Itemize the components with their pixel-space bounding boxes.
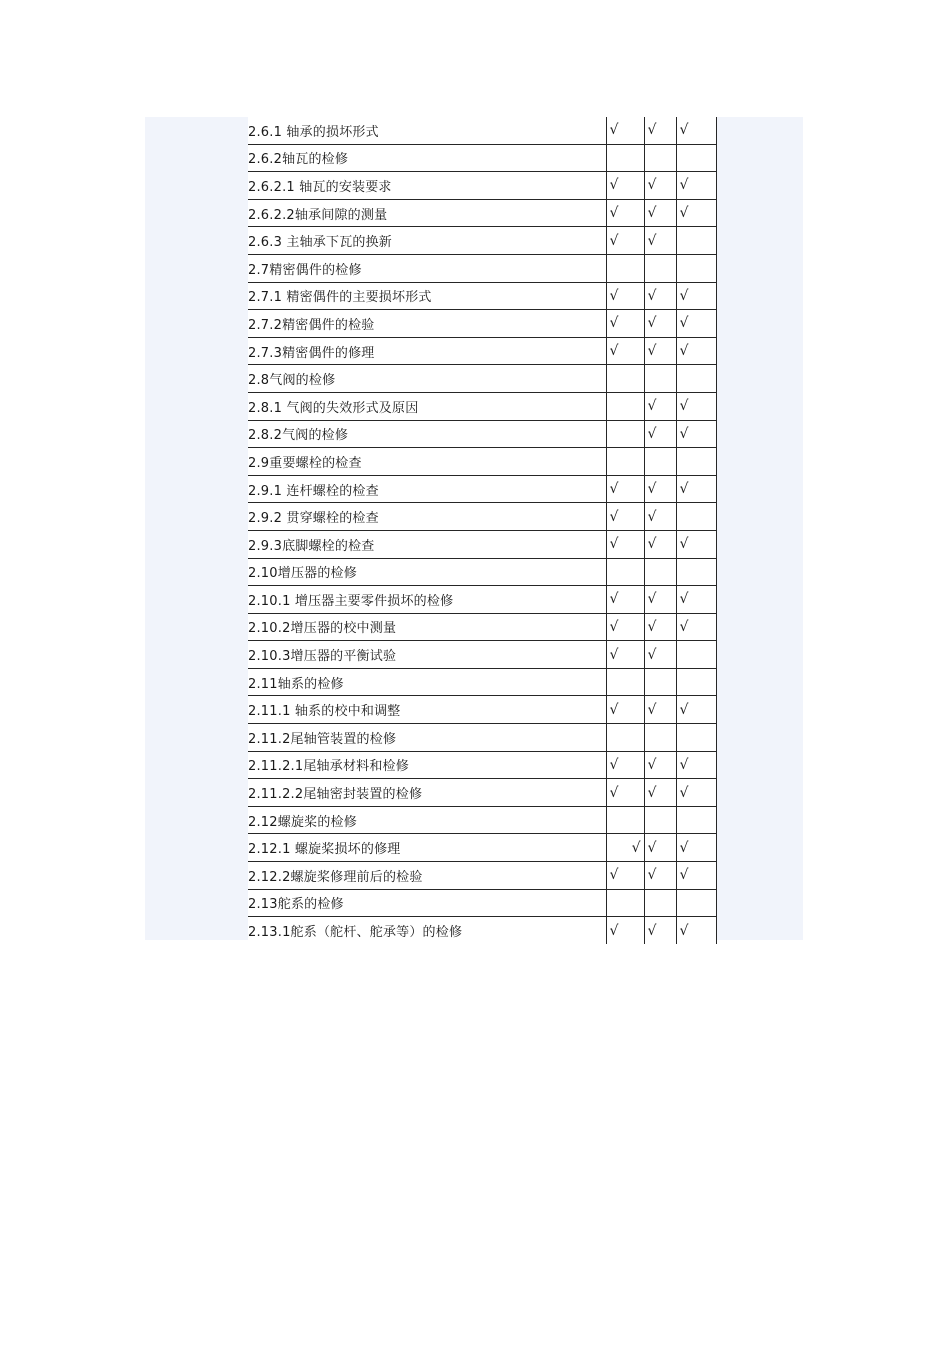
table-row xyxy=(248,668,716,696)
topic-cell: 2.13.1舵系（舵杆、舵承等）的检修 xyxy=(248,917,606,944)
check-mark-cell-m1: √ xyxy=(606,172,644,200)
check-mark-cell-m1: √ xyxy=(606,117,644,144)
check-mark-cell-m1 xyxy=(606,365,644,393)
check-mark-cell-m3: √ xyxy=(676,310,716,338)
check-mark-cell-m1: √ xyxy=(606,530,644,558)
check-mark-cell-m3: √ xyxy=(676,282,716,310)
check-mark-cell-m1: √ xyxy=(606,310,644,338)
topic-cell: 2.6.3 主轴承下瓦的换新 xyxy=(248,227,606,255)
check-mark-cell-m3: √ xyxy=(676,172,716,200)
check-mark-cell-m2: √ xyxy=(644,117,676,144)
topic-cell: 2.11.2尾轴管装置的检修 xyxy=(248,724,606,752)
check-mark-cell-m2: √ xyxy=(644,392,676,420)
table-row xyxy=(248,227,716,255)
check-mark-cell-m2: √ xyxy=(644,779,676,807)
table-row xyxy=(248,613,716,641)
check-mark-cell-m1 xyxy=(606,724,644,752)
check-mark-cell-m3 xyxy=(676,144,716,172)
topic-cell: 2.10增压器的检修 xyxy=(248,558,606,586)
topic-cell: 2.6.2.1 轴瓦的安装要求 xyxy=(248,172,606,200)
check-mark-cell-m2 xyxy=(644,448,676,476)
table-row xyxy=(248,889,716,917)
check-mark-cell-m2 xyxy=(644,668,676,696)
topic-cell: 2.8.1 气阀的失效形式及原因 xyxy=(248,392,606,420)
check-mark-cell-m3 xyxy=(676,724,716,752)
check-mark-cell-m1 xyxy=(606,558,644,586)
check-mark-cell-m1 xyxy=(606,889,644,917)
table-row xyxy=(248,392,716,420)
table-row xyxy=(248,724,716,752)
topic-cell: 2.11轴系的检修 xyxy=(248,668,606,696)
table-row xyxy=(248,862,716,890)
check-mark-cell-m1 xyxy=(606,668,644,696)
table-row xyxy=(248,503,716,531)
topic-cell: 2.9.2 贯穿螺栓的检查 xyxy=(248,503,606,531)
check-mark-cell-m2 xyxy=(644,724,676,752)
table-row xyxy=(248,475,716,503)
check-mark-cell-m3 xyxy=(676,558,716,586)
check-mark-cell-m2: √ xyxy=(644,310,676,338)
topic-cell: 2.12.2螺旋桨修理前后的检验 xyxy=(248,862,606,890)
check-mark-cell-m1: √ xyxy=(606,199,644,227)
check-mark-cell-m1: √ xyxy=(606,696,644,724)
check-mark-cell-m1: √ xyxy=(606,282,644,310)
check-mark-cell-m1 xyxy=(606,392,644,420)
check-mark-cell-m2: √ xyxy=(644,862,676,890)
topic-cell: 2.6.2.2轴承间隙的测量 xyxy=(248,199,606,227)
topic-cell: 2.11.1 轴系的校中和调整 xyxy=(248,696,606,724)
check-mark-cell-m1: √ xyxy=(606,613,644,641)
check-mark-cell-m1 xyxy=(606,806,644,834)
check-mark-cell-m3 xyxy=(676,448,716,476)
check-mark-cell-m1: √ xyxy=(606,227,644,255)
topic-cell: 2.10.2增压器的校中测量 xyxy=(248,613,606,641)
maintenance-topic-table xyxy=(248,117,717,944)
table-row xyxy=(248,365,716,393)
table-row xyxy=(248,282,716,310)
table-row xyxy=(248,834,716,862)
check-mark-cell-m1: √ xyxy=(606,641,644,669)
check-mark-cell-m2: √ xyxy=(644,696,676,724)
table-row xyxy=(248,779,716,807)
check-mark-cell-m3 xyxy=(676,806,716,834)
check-mark-cell-m2: √ xyxy=(644,503,676,531)
check-mark-cell-m3: √ xyxy=(676,199,716,227)
check-mark-cell-m2: √ xyxy=(644,586,676,614)
table-row xyxy=(248,117,716,144)
check-mark-cell-m2: √ xyxy=(644,641,676,669)
check-mark-cell-m2: √ xyxy=(644,420,676,448)
topic-cell: 2.7.1 精密偶件的主要损坏形式 xyxy=(248,282,606,310)
check-mark-cell-m2 xyxy=(644,558,676,586)
check-mark-cell-m2: √ xyxy=(644,199,676,227)
check-mark-cell-m3: √ xyxy=(676,475,716,503)
check-mark-cell-m2 xyxy=(644,889,676,917)
check-mark-cell-m1 xyxy=(606,254,644,282)
check-mark-cell-m2 xyxy=(644,144,676,172)
topic-cell: 2.13舵系的检修 xyxy=(248,889,606,917)
topic-cell: 2.8气阀的检修 xyxy=(248,365,606,393)
check-mark-cell-m3: √ xyxy=(676,586,716,614)
check-mark-cell-m2: √ xyxy=(644,227,676,255)
table-row xyxy=(248,586,716,614)
table-row xyxy=(248,751,716,779)
check-mark-cell-m1: √ xyxy=(606,862,644,890)
table-row xyxy=(248,254,716,282)
check-mark-cell-m2: √ xyxy=(644,751,676,779)
check-mark-cell-m3 xyxy=(676,503,716,531)
check-mark-cell-m2 xyxy=(644,254,676,282)
table-row xyxy=(248,806,716,834)
table-row xyxy=(248,530,716,558)
check-mark-cell-m2: √ xyxy=(644,172,676,200)
check-mark-cell-m1: √ xyxy=(606,337,644,365)
topic-cell: 2.8.2气阀的检修 xyxy=(248,420,606,448)
check-mark-cell-m3: √ xyxy=(676,420,716,448)
check-mark-cell-m1: √ xyxy=(606,475,644,503)
check-mark-cell-m3: √ xyxy=(676,530,716,558)
check-mark-cell-m3: √ xyxy=(676,337,716,365)
check-mark-cell-m3: √ xyxy=(676,834,716,862)
topic-cell: 2.7.3精密偶件的修理 xyxy=(248,337,606,365)
check-mark-cell-m1: √ xyxy=(606,834,644,862)
topic-cell: 2.12.1 螺旋桨损坏的修理 xyxy=(248,834,606,862)
check-mark-cell-m2 xyxy=(644,365,676,393)
check-mark-cell-m2: √ xyxy=(644,475,676,503)
topic-cell: 2.11.2.1尾轴承材料和检修 xyxy=(248,751,606,779)
check-mark-cell-m1 xyxy=(606,420,644,448)
check-mark-cell-m1: √ xyxy=(606,779,644,807)
check-mark-cell-m1: √ xyxy=(606,917,644,944)
check-mark-cell-m3 xyxy=(676,668,716,696)
topic-cell: 2.6.1 轴承的损坏形式 xyxy=(248,117,606,144)
topic-cell: 2.10.1 增压器主要零件损坏的检修 xyxy=(248,586,606,614)
check-mark-cell-m3 xyxy=(676,254,716,282)
table-row xyxy=(248,558,716,586)
topic-cell: 2.9重要螺栓的检查 xyxy=(248,448,606,476)
table-row xyxy=(248,310,716,338)
check-mark-cell-m3 xyxy=(676,889,716,917)
check-mark-cell-m2: √ xyxy=(644,337,676,365)
topic-cell: 2.6.2轴瓦的检修 xyxy=(248,144,606,172)
table-row xyxy=(248,641,716,669)
check-mark-cell-m2 xyxy=(644,806,676,834)
table-row xyxy=(248,337,716,365)
check-mark-cell-m3: √ xyxy=(676,917,716,944)
check-mark-cell-m3 xyxy=(676,365,716,393)
table-row xyxy=(248,696,716,724)
table-row xyxy=(248,199,716,227)
table-row xyxy=(248,144,716,172)
check-mark-cell-m3: √ xyxy=(676,696,716,724)
check-mark-cell-m3 xyxy=(676,227,716,255)
check-mark-cell-m3: √ xyxy=(676,779,716,807)
topic-cell: 2.9.1 连杆螺栓的检查 xyxy=(248,475,606,503)
check-mark-cell-m2: √ xyxy=(644,530,676,558)
check-mark-cell-m3: √ xyxy=(676,392,716,420)
topic-cell: 2.12螺旋桨的检修 xyxy=(248,806,606,834)
topic-cell: 2.11.2.2尾轴密封装置的检修 xyxy=(248,779,606,807)
check-mark-cell-m3: √ xyxy=(676,751,716,779)
check-mark-cell-m1 xyxy=(606,448,644,476)
check-mark-cell-m2: √ xyxy=(644,834,676,862)
table-row xyxy=(248,420,716,448)
check-mark-cell-m2: √ xyxy=(644,613,676,641)
check-mark-cell-m3: √ xyxy=(676,862,716,890)
table-row xyxy=(248,917,716,944)
check-mark-cell-m1: √ xyxy=(606,503,644,531)
table-row xyxy=(248,448,716,476)
check-mark-cell-m3: √ xyxy=(676,117,716,144)
topic-cell: 2.9.3底脚螺栓的检查 xyxy=(248,530,606,558)
check-mark-cell-m1: √ xyxy=(606,751,644,779)
table-body xyxy=(248,117,716,944)
check-mark-cell-m1 xyxy=(606,144,644,172)
topic-cell: 2.7.2精密偶件的检验 xyxy=(248,310,606,338)
table-row xyxy=(248,172,716,200)
check-mark-cell-m1: √ xyxy=(606,586,644,614)
topic-cell: 2.7精密偶件的检修 xyxy=(248,254,606,282)
check-mark-cell-m3 xyxy=(676,641,716,669)
topic-cell: 2.10.3增压器的平衡试验 xyxy=(248,641,606,669)
check-mark-cell-m3: √ xyxy=(676,613,716,641)
check-mark-cell-m2: √ xyxy=(644,917,676,944)
check-mark-cell-m2: √ xyxy=(644,282,676,310)
